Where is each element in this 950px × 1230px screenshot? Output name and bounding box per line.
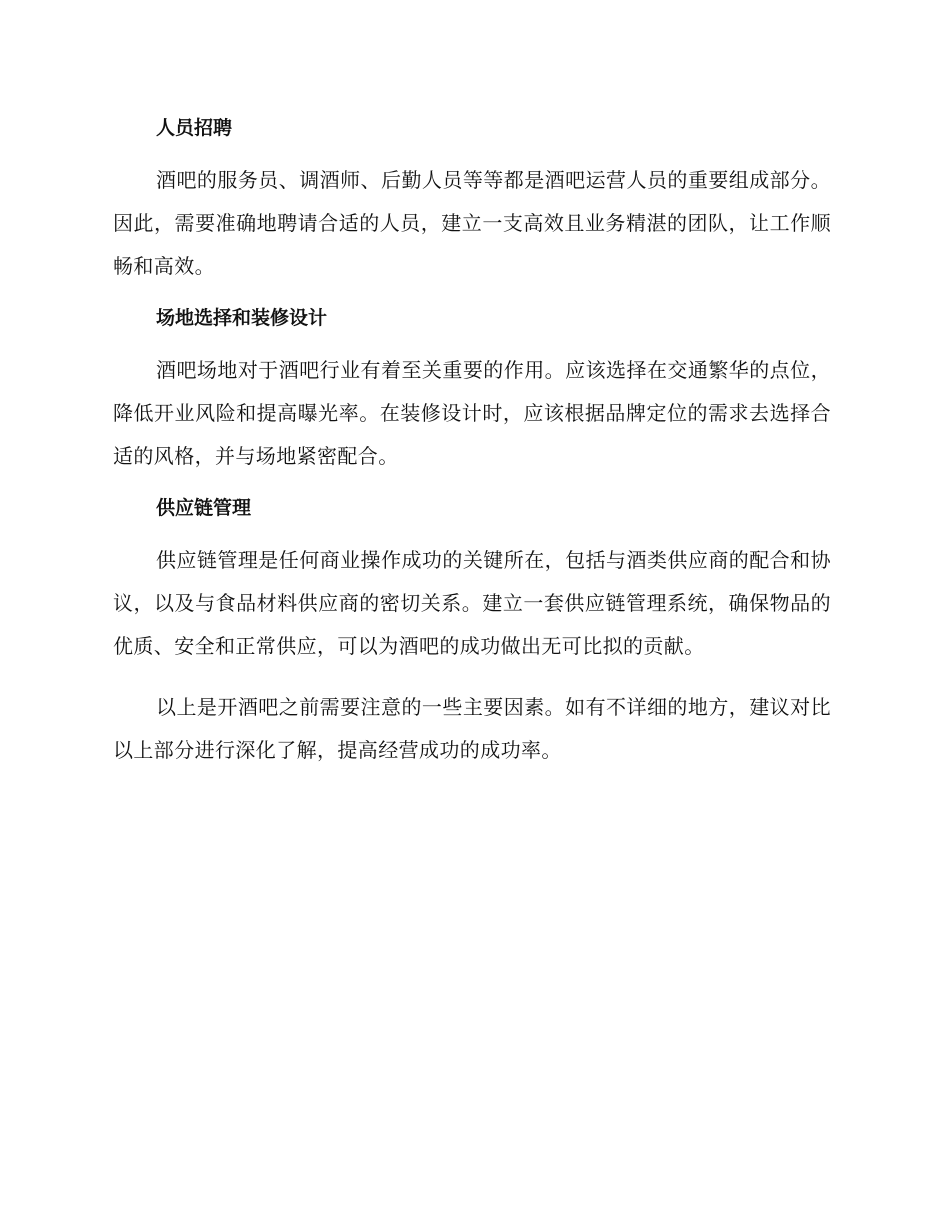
section-paragraph: 供应链管理是任何商业操作成功的关键所在，包括与酒类供应商的配合和协议，以及与食品材料供应商的密切关系。建立一套供应链管理系统，确保物品的优质、安全和正常供应，可以为酒吧的成功做出无可比拟的贡献。 [113,548,831,658]
section-venue-design [113,298,831,478]
section-recruitment [113,108,831,288]
conclusion-paragraph: 以上是开酒吧之前需要注意的一些主要因素。如有不详细的地方，建议对比以上部分进行深化了解，提高经营成功的成功率。 [113,695,831,762]
section-heading: 人员招聘 [156,117,233,139]
section-paragraph: 酒吧的服务员、调酒师、后勤人员等等都是酒吧运营人员的重要组成部分。因此，需要准确地聘请合适的人员，建立一支高效且业务精湛的团队，让工作顺畅和高效。 [113,168,831,278]
section-heading: 场地选择和装修设计 [156,307,328,329]
section-supply-chain [113,488,831,668]
document-page [113,108,831,782]
section-paragraph: 酒吧场地对于酒吧行业有着至关重要的作用。应该选择在交通繁华的点位，降低开业风险和提高曝光率。在装修设计时，应该根据品牌定位的需求去选择合适的风格，并与场地紧密配合。 [113,358,831,468]
section-heading: 供应链管理 [156,497,252,519]
